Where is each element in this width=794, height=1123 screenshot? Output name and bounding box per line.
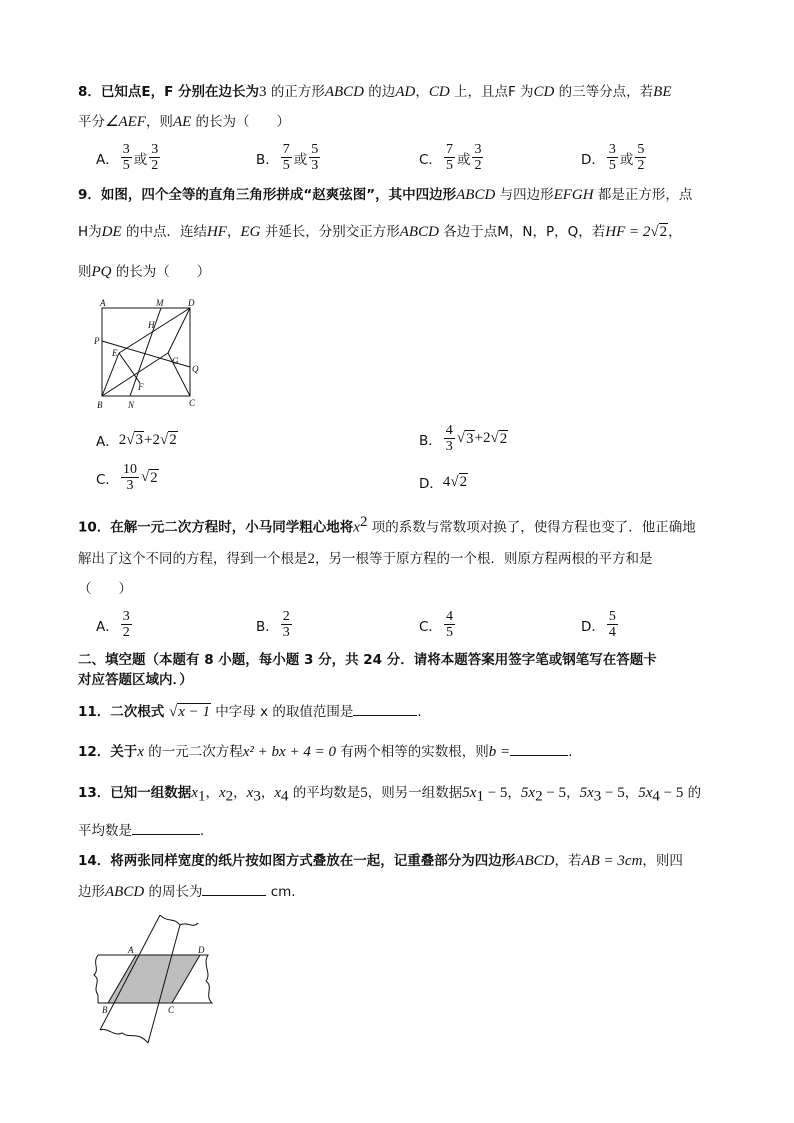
label-e: E xyxy=(112,348,118,358)
section2-heading-cont: 对应答题区域内．） xyxy=(78,672,193,688)
q10-line3: （ ） xyxy=(78,581,132,597)
label-q: Q xyxy=(192,364,199,374)
label-d: D xyxy=(198,945,205,955)
q8-line1: 8．已知点E，F 分别在边长为3 的正方形ABCD 的边AD，CD 上，且点F 为CD 的三等分点，若BE xyxy=(78,84,672,100)
fraction: $\frac{5}{3}$ xyxy=(311,142,319,173)
fraction: $\frac{5}{2}$ xyxy=(637,142,645,173)
label-h: H xyxy=(148,320,155,330)
q9-option-d: D． 4 √ 2 xyxy=(419,473,468,492)
q14-line2: 边形ABCD 的周长为 cm． xyxy=(78,881,305,902)
q8-option-b: B． $\frac{7}{5}$ 或 $\frac{5}{3}$ xyxy=(256,142,319,173)
q8-option-c: C． $\frac{7}{5}$ 或 $\frac{3}{2}$ xyxy=(419,142,482,173)
answer-blank[interactable] xyxy=(132,820,200,835)
fraction: $\frac{10}{3}$ xyxy=(122,462,137,493)
answer-blank[interactable] xyxy=(353,701,417,716)
q11: 11．二次根式 √x − 1 中字母 x 的取值范围是 ． xyxy=(78,701,431,722)
q9-option-a: A． 2 √ 3 +2 √ 2 xyxy=(96,431,177,450)
q10-option-c: C． $\frac{4}{5}$ xyxy=(419,609,453,640)
shaded-overlap xyxy=(108,955,200,1003)
label-b: B xyxy=(102,1005,108,1015)
answer-blank[interactable] xyxy=(202,881,266,896)
overlapping-strips-figure xyxy=(88,915,223,1045)
q9-option-b: B． $\frac{4}{3}$ √ 3 +2 √ 2 xyxy=(419,423,508,454)
q14-line1: 14．将两张同样宽度的纸片按如图方式叠放在一起，记重叠部分为四边形ABCD，若AB = 3cm，则四 xyxy=(78,853,683,869)
fraction: $\frac{2}{3}$ xyxy=(282,609,290,640)
section2-heading: 二、填空题（本题有 8 小题，每小题 3 分，共 24 分．请将本题答案用签字笔或钢笔写在答题卡 xyxy=(78,652,657,668)
q10-option-a: A． $\frac{3}{2}$ xyxy=(96,609,130,640)
q10-option-d: D． $\frac{5}{4}$ xyxy=(581,609,616,640)
label-a: A xyxy=(128,945,134,955)
q13-line2: 平均数是 ． xyxy=(78,820,214,841)
fraction: $\frac{5}{4}$ xyxy=(608,609,616,640)
q12: 12．关于x 的一元二次方程x² + bx + 4 = 0 有两个相等的实数根，则b = . xyxy=(78,741,572,762)
fraction: $\frac{4}{3}$ xyxy=(445,423,453,454)
q13-line1: 13．已知一组数据$x_1$，$x_2$，$x_3$，$x_4$ 的平均数是5，则另一组数据$5x_1 - 5$，$5x_2 - 5$，$5x_3 - 5$，$5x_4 - 5$ 的 xyxy=(78,785,702,805)
answer-blank[interactable] xyxy=(510,741,568,756)
label-a: A xyxy=(100,298,106,308)
fraction: $\frac{3}{5}$ xyxy=(122,142,130,173)
q10-line1: 10．在解一元二次方程时，小马同学粗心地将$x^2$ 项的系数与常数项对换了，使得方程也变了．他正确地 xyxy=(78,514,696,536)
q10-option-b: B． $\frac{2}{3}$ xyxy=(256,609,290,640)
label-g: G xyxy=(172,356,179,366)
label-c: C xyxy=(189,398,196,408)
label-c: C xyxy=(168,1005,175,1015)
label-n: N xyxy=(128,400,135,410)
q8-line2: 平分∠AEF，则AE 的长为（ ） xyxy=(78,114,291,130)
q9-line2: H为DE 的中点．连结HF，EG 并延长，分别交正方形ABCD 各边于点M，N，P，Q，若HF = 2√2， xyxy=(78,224,682,240)
label-p: P xyxy=(94,336,100,346)
label-f: F xyxy=(138,382,144,392)
label-m: M xyxy=(156,298,164,308)
fraction: $\frac{3}{2}$ xyxy=(122,609,130,640)
q10-line2: 解出了这个不同的方程，得到一个根是2，另一根等于原方程的一个根．则原方程两根的平方和是 xyxy=(78,551,653,567)
q9-option-c: C． $\frac{10}{3}$ √ 2 xyxy=(96,462,158,493)
fraction: $\frac{3}{2}$ xyxy=(474,142,482,173)
fraction: $\frac{3}{5}$ xyxy=(608,142,616,173)
fraction: $\frac{3}{2}$ xyxy=(151,142,159,173)
fraction: $\frac{7}{5}$ xyxy=(445,142,453,173)
q8-option-d: D． $\frac{3}{5}$ 或 $\frac{5}{2}$ xyxy=(581,142,645,173)
zhao-shuang-figure xyxy=(92,298,207,413)
label-d: D xyxy=(188,298,195,308)
q9-line1: 9．如图，四个全等的直角三角形拼成“赵爽弦图”，其中四边形ABCD 与四边形EFGH 都是正方形，点 xyxy=(78,187,693,203)
fraction: $\frac{7}{5}$ xyxy=(282,142,290,173)
q9-line3: 则PQ 的长为（ ） xyxy=(78,264,211,280)
fraction: $\frac{4}{5}$ xyxy=(445,609,453,640)
q8-option-a: A． $\frac{3}{5}$ 或 $\frac{3}{2}$ xyxy=(96,142,159,173)
label-b: B xyxy=(97,400,103,410)
